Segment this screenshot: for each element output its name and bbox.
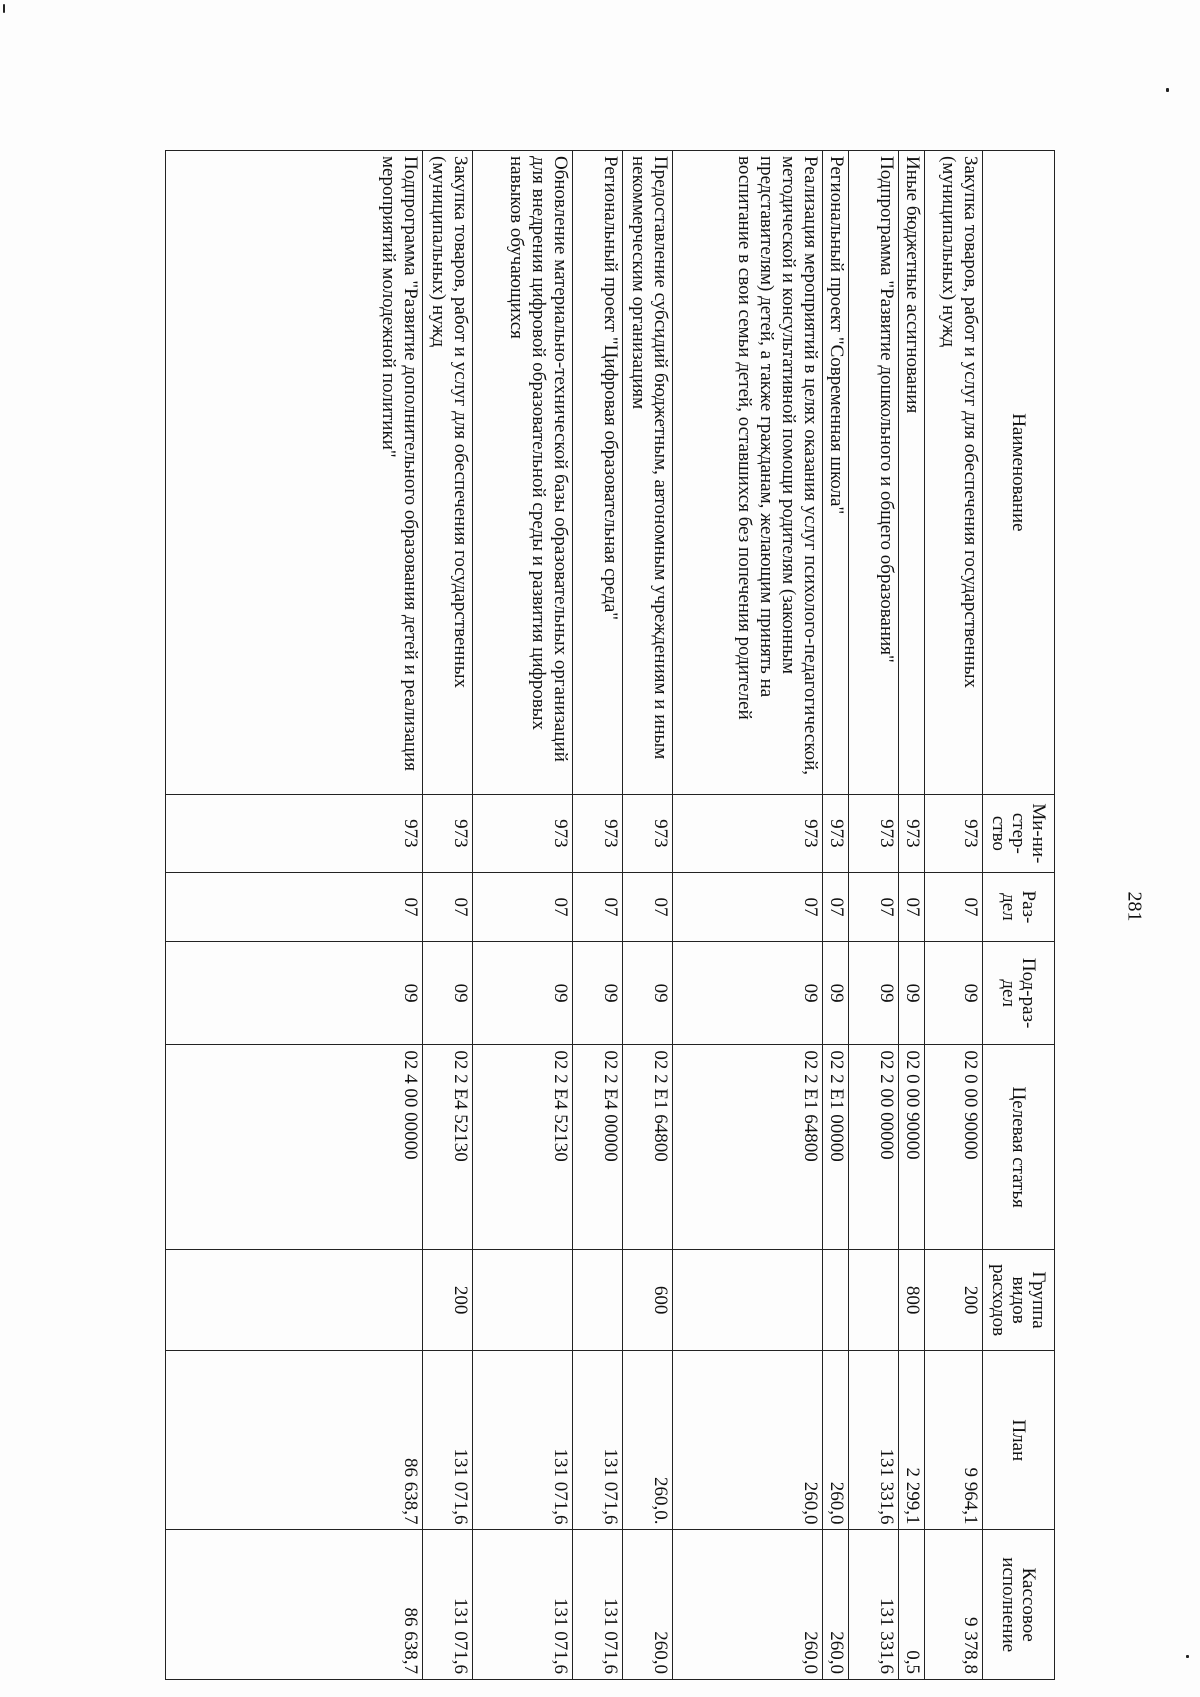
cell-group: [823, 1250, 849, 1351]
cell-subsection: 09: [899, 941, 925, 1044]
header-target-article: Целевая статья: [983, 1045, 1055, 1250]
cell-plan: 86 638,7: [166, 1351, 423, 1530]
table-row: [849, 151, 899, 1680]
cell-plan: 260,0: [673, 1351, 823, 1530]
cell-cash: 131 071,6: [573, 1530, 623, 1680]
cell-group: 600: [623, 1250, 673, 1351]
cell-ministry: 973: [823, 794, 849, 872]
scan-speck: [1166, 88, 1169, 92]
cell-cash: 131 331,6: [849, 1530, 899, 1680]
cell-subsection: 09: [823, 941, 849, 1044]
cell-target: 02 2 E1 64800: [673, 1045, 823, 1250]
cell-name: Предоставление субсидий бюджетным, автономным учреждениям и иным некоммерческим организациям: [623, 151, 673, 795]
cell-ministry: 973: [623, 794, 673, 872]
cell-subsection: 09: [473, 941, 573, 1044]
cell-section: 07: [166, 872, 423, 941]
cell-ministry: 973: [673, 794, 823, 872]
cell-plan: 131 331,6: [849, 1351, 899, 1530]
cell-cash: 131 071,6: [423, 1530, 473, 1680]
cell-name: Закупка товаров, работ и услуг для обеспечения государственных (муниципальных) нужд: [423, 151, 473, 795]
budget-execution-table: [165, 150, 1055, 1680]
cell-name: Региональный проект "Современная школа": [823, 151, 849, 795]
table-row: [823, 151, 849, 1680]
header-cash-execution: Кассовое исполнение: [983, 1530, 1055, 1680]
header-name: Наименование: [983, 151, 1055, 795]
cell-section: 07: [623, 872, 673, 941]
cell-cash: 260,0: [623, 1530, 673, 1680]
cell-name: Иные бюджетные ассигнования: [899, 151, 925, 795]
cell-subsection: 09: [925, 941, 983, 1044]
cell-plan: 131 071,6: [423, 1351, 473, 1530]
cell-cash: 260,0: [673, 1530, 823, 1680]
cell-target: 02 2 E4 52130: [473, 1045, 573, 1250]
cell-name: Обновление материально-технической базы образовательных организаций для внедрения цифровой образовательной среды и развития цифровых навыков обучающихся: [473, 151, 573, 795]
cell-cash: 260,0: [823, 1530, 849, 1680]
table-row: [925, 151, 983, 1680]
header-section: Раз-дел: [983, 872, 1055, 941]
header-plan: План: [983, 1351, 1055, 1530]
cell-subsection: 09: [423, 941, 473, 1044]
cell-subsection: 09: [849, 941, 899, 1044]
header-subsection: Под-раз-дел: [983, 941, 1055, 1044]
cell-name: Региональный проект "Цифровая образовательная среда": [573, 151, 623, 795]
cell-group: [849, 1250, 899, 1351]
cell-plan: 260,0: [823, 1351, 849, 1530]
cell-plan: 2 299,1: [899, 1351, 925, 1530]
cell-section: 07: [823, 872, 849, 941]
scan-speck: [1186, 1655, 1189, 1658]
cell-section: 07: [423, 872, 473, 941]
cell-group: 800: [899, 1250, 925, 1351]
cell-ministry: 973: [899, 794, 925, 872]
cell-ministry: 973: [423, 794, 473, 872]
table-row: [473, 151, 573, 1680]
cell-target: 02 2 E1 64800: [623, 1045, 673, 1250]
cell-section: 07: [673, 872, 823, 941]
table-row: [899, 151, 925, 1680]
cell-target: 02 0 00 90000: [925, 1045, 983, 1250]
table-row: [423, 151, 473, 1680]
header-expense-group: Группа видов расходов: [983, 1250, 1055, 1351]
cell-cash: 0,5: [899, 1530, 925, 1680]
cell-target: 02 2 00 00000: [849, 1045, 899, 1250]
cell-subsection: 09: [166, 941, 423, 1044]
cell-plan: 131 071,6: [573, 1351, 623, 1530]
cell-name: Подпрограмма "Развитие дошкольного и общего образования": [849, 151, 899, 795]
cell-section: 07: [573, 872, 623, 941]
cell-group: [166, 1250, 423, 1351]
cell-group: 200: [925, 1250, 983, 1351]
cell-section: 07: [899, 872, 925, 941]
table-row: [673, 151, 823, 1680]
cell-ministry: 973: [925, 794, 983, 872]
table-row: [623, 151, 673, 1680]
cell-group: [473, 1250, 573, 1351]
rotated-table-container: [165, 150, 1055, 1680]
header-ministry: Ми-ни-стер-ство: [983, 794, 1055, 872]
cell-cash: 131 071,6: [473, 1530, 573, 1680]
scan-mark: [3, 4, 5, 13]
table-row: [166, 151, 423, 1680]
cell-ministry: 973: [573, 794, 623, 872]
cell-plan: 9 964,1: [925, 1351, 983, 1530]
cell-name: Подпрограмма "Развитие дополнительного образования детей и реализация мероприятий молодежной политики": [166, 151, 423, 795]
cell-target: 02 2 E1 00000: [823, 1045, 849, 1250]
cell-ministry: 973: [849, 794, 899, 872]
table-row: [573, 151, 623, 1680]
cell-name: Реализация мероприятий в целях оказания услуг психолого-педагогической, методической и консультативной помощи родителям (законным представителям) детей, а также гражданам, желающим принять на воспитание в свои семьи детей, оставшихся без попечения родителей: [673, 151, 823, 795]
cell-target: 02 0 00 90000: [899, 1045, 925, 1250]
cell-target: 02 4 00 00000: [166, 1045, 423, 1250]
cell-section: 07: [473, 872, 573, 941]
cell-group: [573, 1250, 623, 1351]
cell-target: 02 2 E4 52130: [423, 1045, 473, 1250]
cell-subsection: 09: [573, 941, 623, 1044]
cell-group: 200: [423, 1250, 473, 1351]
cell-subsection: 09: [673, 941, 823, 1044]
cell-ministry: 973: [166, 794, 423, 872]
cell-group: [673, 1250, 823, 1351]
cell-plan: 260,0.: [623, 1351, 673, 1530]
page-number: 281: [1123, 891, 1146, 922]
cell-name: Закупка товаров, работ и услуг для обеспечения государственных (муниципальных) нужд: [925, 151, 983, 795]
cell-section: 07: [925, 872, 983, 941]
table-header-row: [983, 151, 1055, 1680]
cell-cash: 9 378,8: [925, 1530, 983, 1680]
cell-subsection: 09: [623, 941, 673, 1044]
cell-cash: 86 638,7: [166, 1530, 423, 1680]
cell-section: 07: [849, 872, 899, 941]
cell-target: 02 2 E4 00000: [573, 1045, 623, 1250]
cell-ministry: 973: [473, 794, 573, 872]
cell-plan: 131 071,6: [473, 1351, 573, 1530]
